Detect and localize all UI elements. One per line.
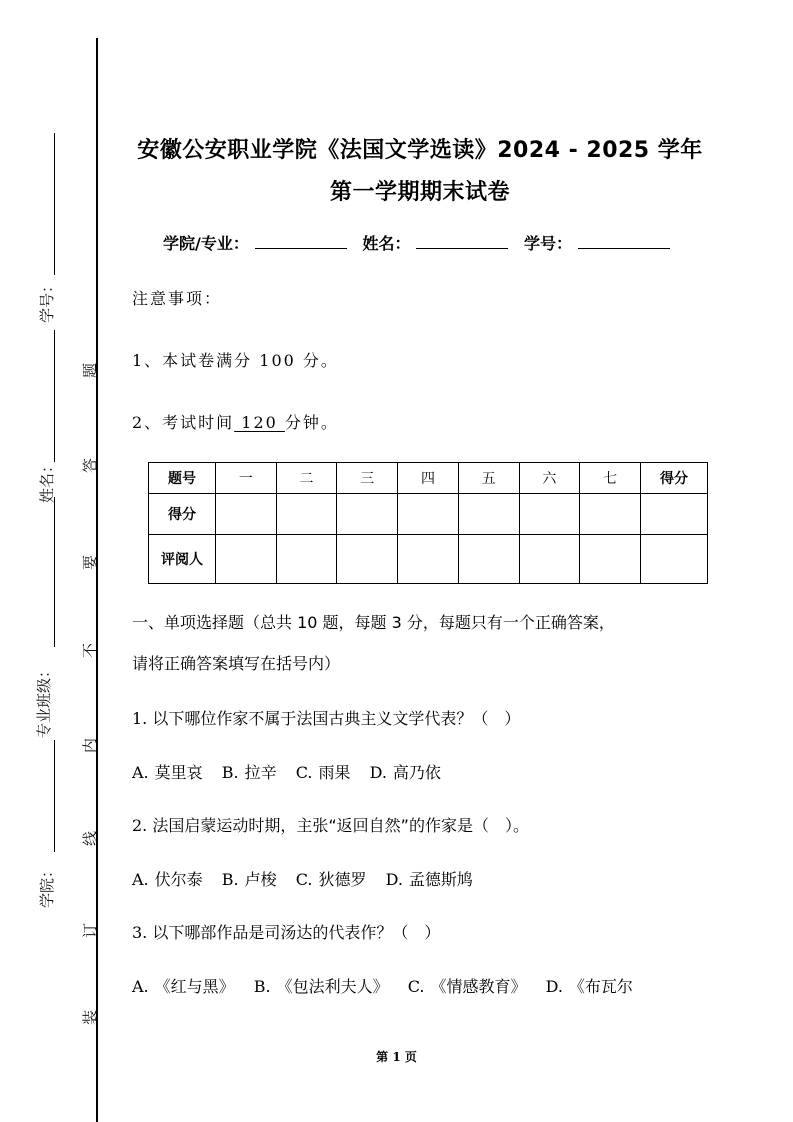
margin-label-college: 学院：: [38, 862, 57, 909]
grader-cell[interactable]: [458, 535, 519, 584]
score-cell[interactable]: [519, 494, 580, 535]
header-cell: 六: [519, 463, 580, 494]
exam-duration-value: 120: [234, 413, 285, 432]
name-blank-line-upper: [54, 330, 55, 462]
seal-char-nei: 内: [81, 737, 100, 754]
name-label: 姓名：: [362, 234, 411, 253]
option-b[interactable]: B. 卢梭: [221, 870, 277, 889]
header-cell: 一: [216, 463, 277, 494]
option-a[interactable]: A. 《红与黑》: [132, 977, 235, 996]
notes-heading: 注意事项：: [132, 289, 223, 308]
question-2-options: [132, 867, 487, 890]
exam-title-line2: 第一学期期末试卷: [329, 180, 510, 205]
header-cell: 得分: [641, 463, 708, 494]
name-field[interactable]: [416, 236, 508, 249]
seal-char-yao: 要: [81, 554, 100, 571]
score-cell[interactable]: [216, 494, 277, 535]
score-cell[interactable]: [276, 494, 337, 535]
seal-char-da: 答: [81, 457, 100, 474]
header-cell: 四: [398, 463, 459, 494]
option-d[interactable]: D. 《布瓦尔: [545, 977, 633, 996]
option-d[interactable]: D. 孟德斯鸠: [385, 870, 473, 889]
option-c[interactable]: C. 狄德罗: [295, 870, 367, 889]
exam-title-line1: 安徽公安职业学院《法国文学选读》2024 - 2025 学年: [137, 138, 703, 163]
grader-cell[interactable]: [276, 535, 337, 584]
college-major-field[interactable]: [255, 236, 347, 249]
score-row: [149, 494, 708, 535]
row-label: 评阅人: [149, 535, 216, 584]
score-table-header-row: [149, 463, 708, 494]
grader-cell[interactable]: [519, 535, 580, 584]
option-a[interactable]: A. 莫里哀: [132, 763, 203, 782]
score-cell[interactable]: [337, 494, 398, 535]
section-heading-line1: 一、单项选择题（总共 10 题，每题 3 分，每题只有一个正确答案，: [132, 613, 615, 632]
note-item-2-suffix: 分钟。: [284, 413, 339, 432]
seal-char-ti: 题: [81, 362, 100, 379]
header-cell: 二: [276, 463, 337, 494]
grader-row: [149, 535, 708, 584]
question-text: 以下哪部作品是司汤达的代表作？（ ）: [152, 923, 441, 942]
seal-char-zhuang: 装: [81, 1009, 100, 1026]
seal-char-bu: 不: [81, 642, 100, 659]
header-cell: 三: [337, 463, 398, 494]
header-cell: 题号: [149, 463, 216, 494]
header-cell: 七: [580, 463, 641, 494]
score-cell[interactable]: [580, 494, 641, 535]
option-d[interactable]: D. 高乃依: [369, 763, 441, 782]
student-info-row: [163, 231, 680, 254]
question-2: [132, 813, 529, 836]
grader-cell[interactable]: [398, 535, 459, 584]
score-cell[interactable]: [641, 494, 708, 535]
option-b[interactable]: B. 拉辛: [221, 763, 277, 782]
option-c[interactable]: C. 《情感教育》: [407, 977, 527, 996]
grader-cell[interactable]: [580, 535, 641, 584]
student-id-blank-line: [54, 133, 55, 275]
row-label: 得分: [149, 494, 216, 535]
question-3-options: [132, 974, 647, 997]
seal-char-xian: 线: [81, 830, 100, 847]
student-id-label: 学号：: [524, 234, 573, 253]
student-id-field[interactable]: [578, 236, 670, 249]
option-a[interactable]: A. 伏尔泰: [132, 870, 203, 889]
section-heading-line2: 请将正确答案填写在括号内）: [132, 654, 341, 673]
page-number: 第 1 页: [376, 1050, 417, 1064]
margin-label-class: 专业班级：: [35, 662, 54, 739]
question-text: 法国启蒙运动时期，主张“返回自然”的作家是（ ）。: [152, 816, 529, 835]
question-1-options: [132, 760, 455, 783]
college-major-label: 学院/专业：: [163, 234, 249, 253]
margin-label-name: 姓名：: [38, 457, 57, 504]
grader-cell[interactable]: [641, 535, 708, 584]
margin-label-student-id: 学号：: [38, 277, 57, 324]
score-cell[interactable]: [458, 494, 519, 535]
score-cell[interactable]: [398, 494, 459, 535]
seal-char-ding: 订: [81, 922, 100, 939]
grader-cell[interactable]: [216, 535, 277, 584]
college-blank-line: [54, 800, 55, 852]
question-3: [132, 920, 440, 943]
question-number: 2.: [132, 816, 148, 835]
grader-cell[interactable]: [337, 535, 398, 584]
name-blank-line-lower: [54, 497, 55, 647]
binding-line: [96, 38, 98, 1122]
score-table: [148, 462, 708, 584]
header-cell: 五: [458, 463, 519, 494]
note-item-2-prefix: 2、考试时间: [132, 413, 235, 432]
option-c[interactable]: C. 雨果: [295, 763, 351, 782]
note-item-1: 1、本试卷满分 100 分。: [132, 351, 339, 370]
option-b[interactable]: B. 《包法利夫人》: [253, 977, 389, 996]
question-1: [132, 706, 520, 729]
note-item-2: [132, 410, 339, 433]
question-text: 以下哪位作家不属于法国古典主义文学代表？（ ）: [152, 709, 521, 728]
question-number: 3.: [132, 923, 148, 942]
question-number: 1.: [132, 709, 148, 728]
